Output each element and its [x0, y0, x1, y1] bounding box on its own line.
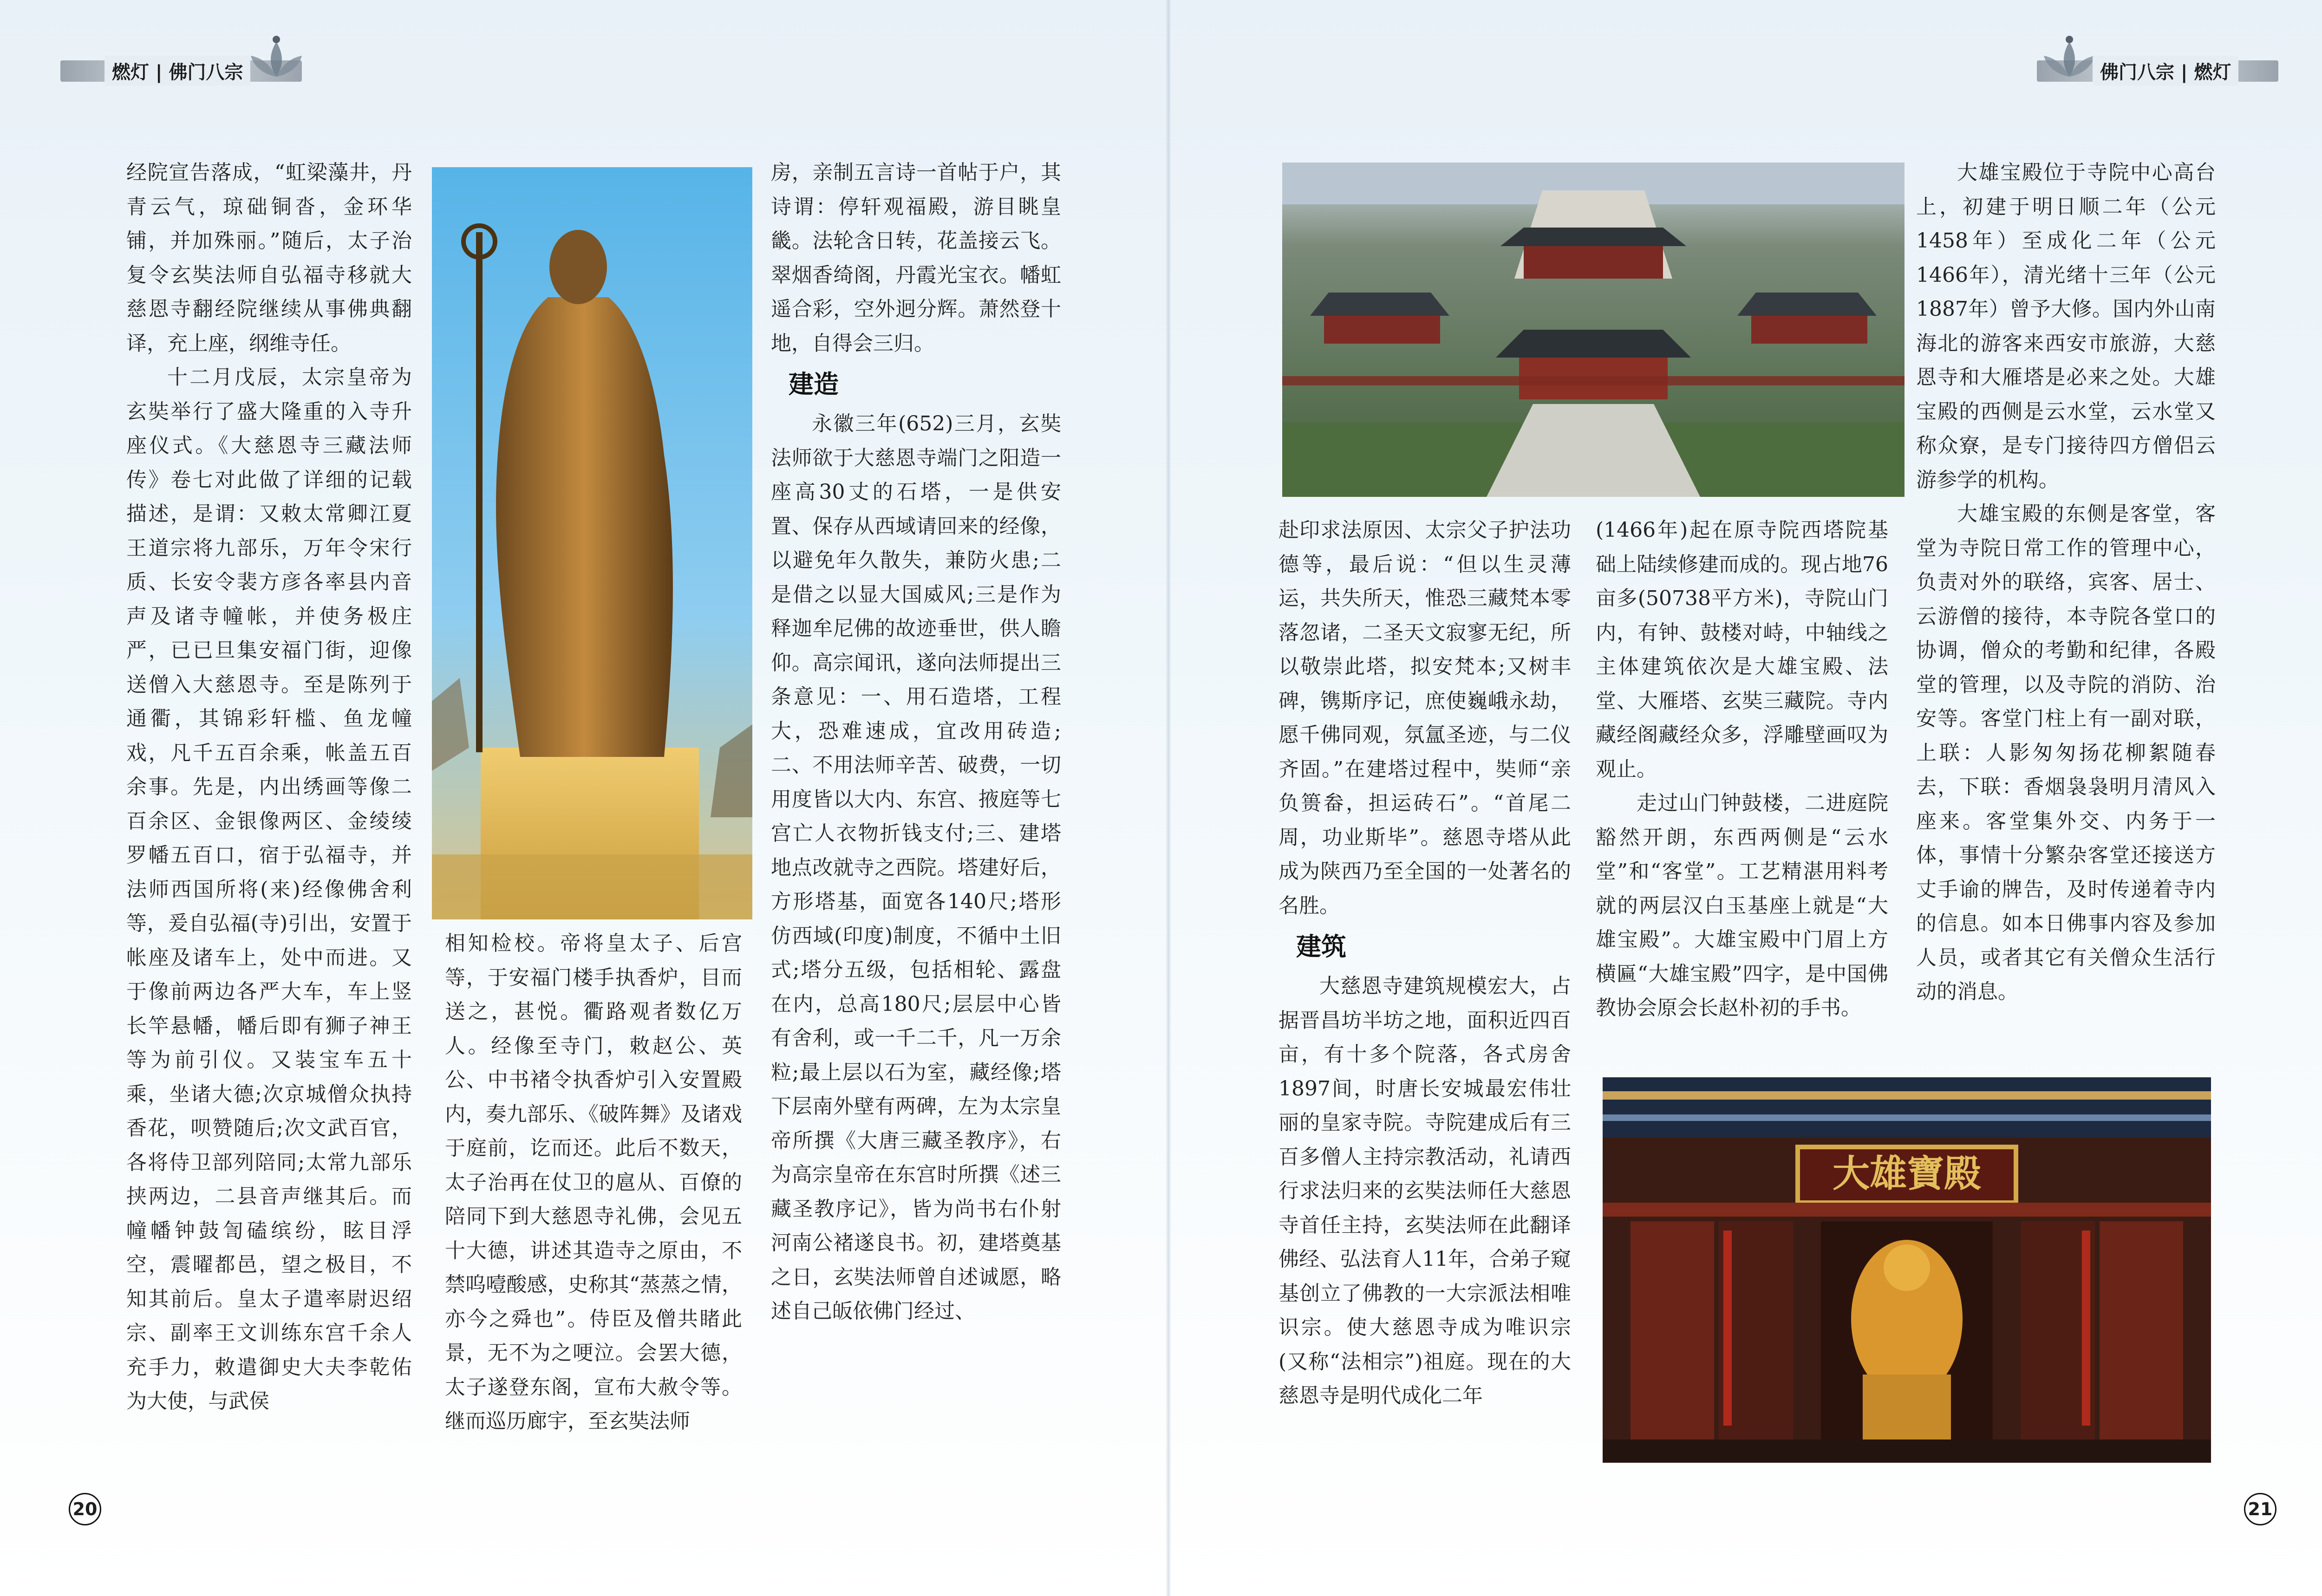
text-column-2 [1596, 513, 1888, 1025]
paragraph: 大雄宝殿的东侧是客堂，客堂为寺院日常工作的管理中心，负责对外的联络，宾客、居士、云游僧的接待，本寺院各堂口的协调，僧众的考勤和纪律，各殿堂的管理，以及寺院的消防、治安等。客堂门柱上有一副对联，上联：人影匆匆扬花柳絮随春去，下联：香烟袅袅明月清风入座来。客堂集外交、内务于一体，事情十分繁杂客堂还接送方丈手谕的牌告，及时传递着寺内的信息。如本日佛事内容及参加人员，或者其它有关僧众生活行动的消息。 [1916, 502, 2216, 1003]
paragraph: 永徽三年(652)三月，玄奘法师欲于大慈恩寺端门之阳造一座高30丈的石塔，一是供安置、保存从西域请回来的经像，以避免年久散失，兼防火患;二是借之以显大国威风;三是作为释迦牟尼佛的故迹垂世，供人瞻仰。高宗闻讯，遂向法师提出三条意见：一、用石造塔，工程大，恐难速成，宜改用砖造;二、不用法师辛苦、破费，一切用度皆以大内、东宫、掖庭等七宫亡人衣物折钱支付;三、建塔地点改就寺之西院。塔建好后，方形塔基，面宽各140尺;塔形仿西域(印度)制度，不循中土旧式;塔分五级，包括相轮、露盘在内，总高180尺;层层中心皆有舍利，或一千二千，凡一万余粒;最上层以石为室，藏经像;塔下层南外壁有两碑，左为太宗皇帝所撰《大唐三藏圣教序》，右为高宗皇帝在东宫时所撰《述三藏圣教序记》，皆为尚书右仆射河南公褚遂良书。初，建塔奠基之日，玄奘法师曾自述诚愿，略述自己皈依佛门经过、 [771, 412, 1061, 1323]
main-hall-photo [1603, 1077, 2211, 1463]
paragraph: 房，亲制五言诗一首帖于户，其诗谓：停轩观福殿，游目眺皇畿。法轮含日转，花盖接云飞。翠烟香绮阁，丹霞光宝衣。幡虹遥合彩，空外迥分辉。萧然登十地，自得会三归。 [771, 161, 1061, 355]
statue-photo [432, 167, 752, 919]
temple-aerial-photo [1282, 163, 1905, 497]
text-column-2 [445, 926, 742, 1439]
paragraph: 大雄宝殿位于寺院中心高台上，初建于明日顺二年（公元1458年）至成化二年（公元1466年），清光绪十三年（公元1887年）曾予大修。国内外山南海北的游客来西安市旅游，大慈恩寺和大雁塔是必来之处。大雄宝殿的西侧是云水堂，云水堂又称众寮，是专门接待四方僧侣云游参学的机构。 [1916, 161, 2216, 492]
right-page [1168, 0, 2322, 1596]
text-column-3 [771, 156, 1061, 1329]
running-header: 燃灯 | 佛门八宗 [104, 56, 250, 86]
paragraph: 相知检校。帝将皇太子、后宫等，于安福门楼手执香炉，目而送之，甚悦。衢路观者数亿万人。经像至寺门，敕赵公、英公、中书褚令执香炉引入安置殿内，奏九部乐、《破阵舞》及诸戏于庭前，讫而还。此后不数天，太子治再在仗卫的扈从、百僚的陪同下到大慈恩寺礼佛，会见五十大德，讲述其造寺之原由，不禁呜噎酸感，史称其“蒸蒸之情，亦今之舜也”。侍臣及僧共睹此景，无不为之哽泣。会罢大德，太子遂登东阁，宣布大赦令等。继而巡历廊宇，至玄奘法师 [445, 932, 742, 1433]
lotus-ornament-icon [241, 33, 311, 84]
text-column-1 [126, 156, 412, 1419]
running-header: 佛门八宗 | 燃灯 [2093, 56, 2238, 86]
paragraph: 大慈恩寺建筑规模宏大，占据晋昌坊半坊之地，面积近四百亩，有十多个院落，各式房舍1897间，时唐长安城最宏伟壮丽的皇家寺院。寺院建成后有三百多僧人主持宗教活动，礼请西行求法归来的玄奘法师任大慈恩寺首任主持，玄奘法师在此翻译佛经、弘法育人11年，合弟子窥基创立了佛教的一大宗派法相唯识宗。使大慈恩寺成为唯识宗(又称“法相宗”)祖庭。现在的大慈恩寺是明代成化二年 [1278, 974, 1571, 1407]
paragraph: 十二月戊辰，太宗皇帝为玄奘举行了盛大隆重的入寺升座仪式。《大慈恩寺三藏法师传》卷七对此做了详细的记载描述，是谓：又敕太常卿江夏王道宗将九部乐，万年令宋行质、长安令裴方彦各率县内音声及诸寺幢帐，并使务极庄严，已已旦集安福门街，迎像送僧入大慈恩寺。至是陈列于通衢，其锦彩轩槛、鱼龙幢戏，凡千五百余乘，帐盖五百余事。先是，内出绣画等像二百余区、金银像两区、金绫绫罗幡五百口，宿于弘福寺，并法师西国所将(来)经像佛舍利等，爰自弘福(寺)引出，安置于帐座及诸车上，处中而进。又于像前两边各严大车，车上竖长竿悬幡，幡后即有狮子神王等为前引仪。又装宝车五十乘，坐诸大德;次京城僧众执持香花，呗赞随后;次文武百官，各将侍卫部列陪同;太常九部乐挟两边，二县音声继其后。而幢幡钟鼓訇磕缤纷，眩目浮空，震曜都邑，望之极目，不知其前后。皇太子遣率尉迟绍宗、副率王文训练东宫千余人充手力，敕遣御史大夫李乾佑为大使，与武侯 [126, 365, 412, 1413]
paragraph: 走过山门钟鼓楼，二进庭院豁然开朗，东西两侧是“云水堂”和“客堂”。工艺精湛用料考就的两层汉白玉基座上就是“大雄宝殿”。大雄宝殿中门眉上方横匾“大雄宝殿”四字，是中国佛教协会原会长赵朴初的手书。 [1596, 791, 1888, 1020]
paragraph: 经院宣告落成，“虹梁藻井，丹青云气，琼础铜沓，金环华铺，并加殊丽。”随后，太子治复令玄奘法师自弘福寺移就大慈恩寺翻经院继续从事佛典翻译，充上座，纲维寺任。 [126, 161, 412, 355]
text-column-1 [1278, 513, 1571, 1413]
paragraph: 赴印求法原因、太宗父子护法功德等，最后说：“但以生灵薄运，共失所天，惟恐三藏梵本零落忽诸，二圣天文寂寥无纪，所以敬崇此塔，拟安梵本;又树丰碑，镌斯序记，庶使巍峨永劫，愿千佛同观，氛氲圣迹，与二仪齐固。”在建塔过程中，奘师“亲负篑畚，担运砖石”。“首尾二周，功业斯毕”。慈恩寺塔从此成为陕西乃至全国的一处著名的名胜。 [1278, 518, 1571, 918]
section-heading: 建造 [789, 370, 839, 399]
paragraph: (1466年)起在原寺院西塔院基础上陆续修建而成的。现占地76亩多(50738平方米)，寺院山门内，有钟、鼓楼对峙，中轴线之主体建筑依次是大雄宝殿、法堂、大雁塔、玄奘三藏院。寺内藏经阁藏经众多，浮雕壁画叹为观止。 [1596, 518, 1888, 781]
text-column-3 [1916, 156, 2216, 1009]
plaque-text: 大雄寶殿 [1833, 1152, 1981, 1195]
section-heading: 建筑 [1296, 932, 1346, 961]
page-number: 20 [69, 1493, 101, 1525]
page-number: 21 [2244, 1493, 2276, 1525]
